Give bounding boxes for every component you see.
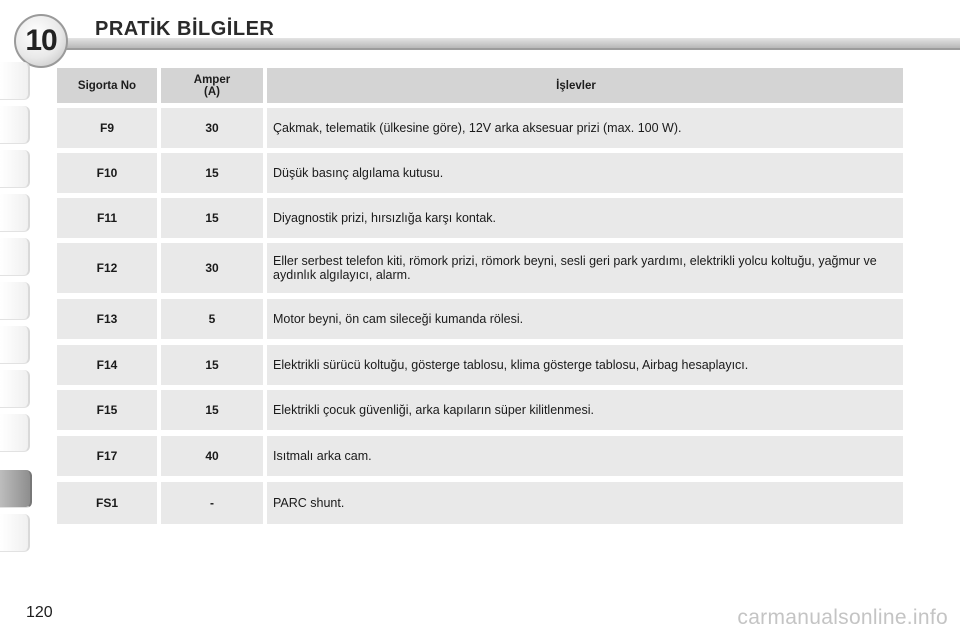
column-header-fuse-no: Sigorta No — [57, 68, 157, 103]
header-divider — [40, 48, 960, 50]
fuse-amperage: 40 — [161, 436, 263, 476]
fuse-function: Isıtmalı arka cam. — [267, 436, 903, 476]
fuse-amperage: 15 — [161, 345, 263, 385]
fuse-function: Eller serbest telefon kiti, römork prizi, römork beyni, sesli geri park yardımı, elektrikli yolcu koltuğu, yağmur ve aydınlık algılayıcı, alarm. — [267, 243, 903, 293]
chapter-tabs — [0, 62, 34, 582]
fuse-amperage: 15 — [161, 153, 263, 193]
fuse-number: F9 — [57, 108, 157, 148]
table-row — [57, 243, 903, 293]
table-row — [57, 153, 903, 193]
chapter-tab-2[interactable] — [0, 106, 30, 144]
column-header-functions: İşlevler — [267, 68, 903, 103]
fuse-function: Elektrikli çocuk güvenliği, arka kapıların süper kilitlenmesi. — [267, 390, 903, 430]
table-header-row — [57, 68, 903, 103]
chapter-tab-4[interactable] — [0, 194, 30, 232]
table-row — [57, 390, 903, 430]
fuse-function: Elektrikli sürücü koltuğu, gösterge tablosu, klima gösterge tablosu, Airbag hesaplayıcı. — [267, 345, 903, 385]
chapter-tab-3[interactable] — [0, 150, 30, 188]
chapter-tab-6[interactable] — [0, 282, 30, 320]
fuse-amperage: 15 — [161, 198, 263, 238]
chapter-tab-8[interactable] — [0, 370, 30, 408]
watermark: carmanualsonline.info — [737, 606, 948, 629]
fuse-number: F13 — [57, 299, 157, 339]
amper-unit: (A) — [204, 85, 220, 98]
fuse-amperage: 30 — [161, 108, 263, 148]
fuse-amperage: 30 — [161, 243, 263, 293]
fuse-number: F17 — [57, 436, 157, 476]
fuse-amperage: - — [161, 482, 263, 524]
fuse-amperage: 5 — [161, 299, 263, 339]
fuse-number: F15 — [57, 390, 157, 430]
chapter-tab-11[interactable] — [0, 514, 30, 552]
fuse-function: PARC shunt. — [267, 482, 903, 524]
chapter-badge: 10 — [14, 14, 68, 68]
table-row — [57, 482, 903, 524]
fuse-amperage: 15 — [161, 390, 263, 430]
table-row — [57, 299, 903, 339]
chapter-tab-9[interactable] — [0, 414, 30, 452]
amper-label: Amper — [193, 73, 231, 86]
table-row — [57, 198, 903, 238]
page-number: 120 — [26, 604, 53, 621]
column-header-amper — [161, 68, 263, 103]
fuse-number: F10 — [57, 153, 157, 193]
chapter-tab-7[interactable] — [0, 326, 30, 364]
page-title: PRATİK BİLGİLER — [95, 18, 275, 40]
chapter-tab-1[interactable] — [0, 62, 30, 100]
chapter-tab-10[interactable] — [0, 470, 32, 508]
table-row — [57, 436, 903, 476]
fuse-number: FS1 — [57, 482, 157, 524]
chapter-tab-5[interactable] — [0, 238, 30, 276]
table-row — [57, 108, 903, 148]
table-row — [57, 345, 903, 385]
fuse-function: Motor beyni, ön cam sileceği kumanda rölesi. — [267, 299, 903, 339]
fuse-function: Düşük basınç algılama kutusu. — [267, 153, 903, 193]
fuse-function: Çakmak, telematik (ülkesine göre), 12V arka aksesuar prizi (max. 100 W). — [267, 108, 903, 148]
fuse-function: Diyagnostik prizi, hırsızlığa karşı kontak. — [267, 198, 903, 238]
fuse-number: F11 — [57, 198, 157, 238]
fuse-number: F14 — [57, 345, 157, 385]
fuse-number: F12 — [57, 243, 157, 293]
